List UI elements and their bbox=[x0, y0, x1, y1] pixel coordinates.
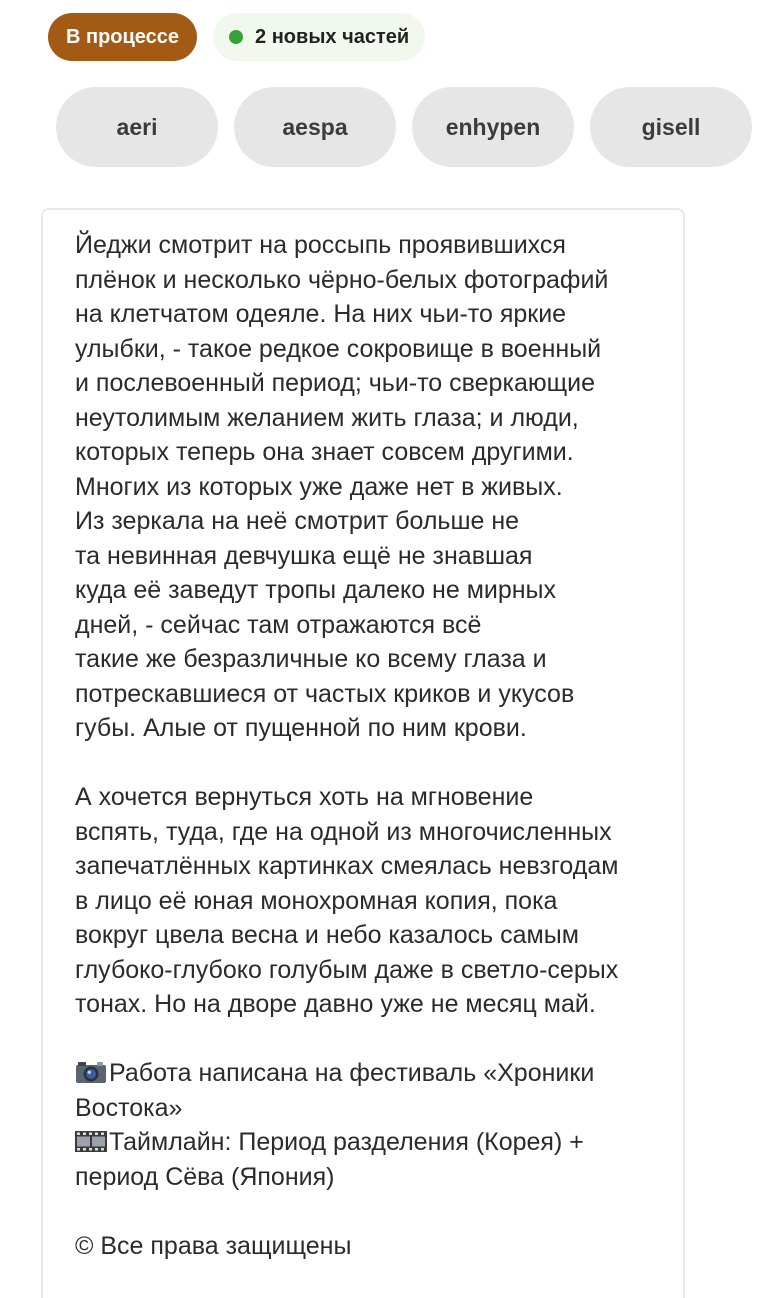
timeline-note-line1: Таймлайн: Период разделения (Корея) + bbox=[109, 1128, 584, 1156]
copyright-text: © Все права защищены bbox=[75, 1231, 352, 1260]
story-text bbox=[75, 228, 685, 1263]
paragraph-gap bbox=[75, 1194, 685, 1229]
text-line: и послевоенный период; чьи-то сверкающие bbox=[75, 369, 596, 397]
text-line: Многих из которых уже даже нет в живых. bbox=[75, 472, 563, 501]
content-card bbox=[41, 208, 685, 1298]
text-line: глубоко-глубоко голубым даже в светло-серых bbox=[75, 955, 619, 984]
text-line: А хочется вернуться хоть на мгновение bbox=[75, 783, 534, 811]
tag-label: gisell bbox=[641, 113, 701, 140]
festival-note-line2: Востока» bbox=[75, 1093, 183, 1122]
text-line: которых теперь она знает совсем другими. bbox=[75, 438, 574, 466]
new-parts-badge[interactable] bbox=[213, 13, 425, 61]
text-line: дней, - сейчас там отражаются всё bbox=[75, 610, 482, 639]
new-parts-label: 2 новых частей bbox=[255, 25, 410, 48]
film-frames-icon bbox=[75, 1129, 107, 1153]
timeline-note bbox=[75, 1125, 685, 1160]
status-row bbox=[48, 13, 425, 61]
green-dot-icon bbox=[229, 30, 243, 44]
text-line: улыбки, - такое редкое сокровище в военный bbox=[75, 334, 602, 363]
text-line: Из зеркала на неё смотрит больше не bbox=[75, 507, 520, 535]
text-line: потрескавшиеся от частых криков и укусов bbox=[75, 679, 575, 708]
status-badge-label: В процессе bbox=[66, 25, 180, 48]
text-line: запечатлённых картинках смеялась невзгодам bbox=[75, 852, 619, 880]
text-line: в лицо её юная монохромная копия, пока bbox=[75, 886, 558, 915]
text-line: на клетчатом одеяле. На них чьи-то яркие bbox=[75, 300, 567, 328]
tags-row bbox=[56, 87, 701, 167]
tag-label: enhypen bbox=[445, 113, 541, 140]
festival-note-line1: Работа написана на фестиваль «Хроники bbox=[109, 1059, 595, 1087]
paragraph-gap bbox=[75, 1022, 685, 1057]
tag-gisell[interactable] bbox=[590, 87, 752, 167]
tag-aespa[interactable] bbox=[234, 87, 396, 167]
text-line: та невинная девчушка ещё не знавшая bbox=[75, 541, 533, 570]
festival-note bbox=[75, 1056, 685, 1091]
text-line: плёнок и несколько чёрно-белых фотографий bbox=[75, 265, 609, 294]
tag-label: aeri bbox=[116, 113, 158, 140]
paragraph-gap bbox=[75, 746, 685, 781]
text-line: губы. Алые от пущенной по ним крови. bbox=[75, 714, 527, 742]
text-line: неутолимым желанием жить глаза; и люди, bbox=[75, 403, 579, 432]
text-line: такие же безразличные ко всему глаза и bbox=[75, 645, 547, 673]
text-line: вокруг цвела весна и небо казалось самым bbox=[75, 921, 579, 949]
text-line: куда её заведут тропы далеко не мирных bbox=[75, 576, 557, 604]
tag-enhypen[interactable] bbox=[412, 87, 574, 167]
camera-icon bbox=[75, 1060, 107, 1084]
timeline-note-line2: период Сёва (Япония) bbox=[75, 1162, 335, 1191]
status-badge[interactable] bbox=[48, 13, 197, 61]
text-line: вспять, туда, где на одной из многочисленных bbox=[75, 817, 612, 846]
tag-label: aespa bbox=[282, 113, 348, 140]
text-line: Йеджи смотрит на россыпь проявившихся bbox=[75, 231, 566, 259]
tag-aeri[interactable] bbox=[56, 87, 218, 167]
text-line: тонах. Но на дворе давно уже не месяц май. bbox=[75, 990, 596, 1018]
